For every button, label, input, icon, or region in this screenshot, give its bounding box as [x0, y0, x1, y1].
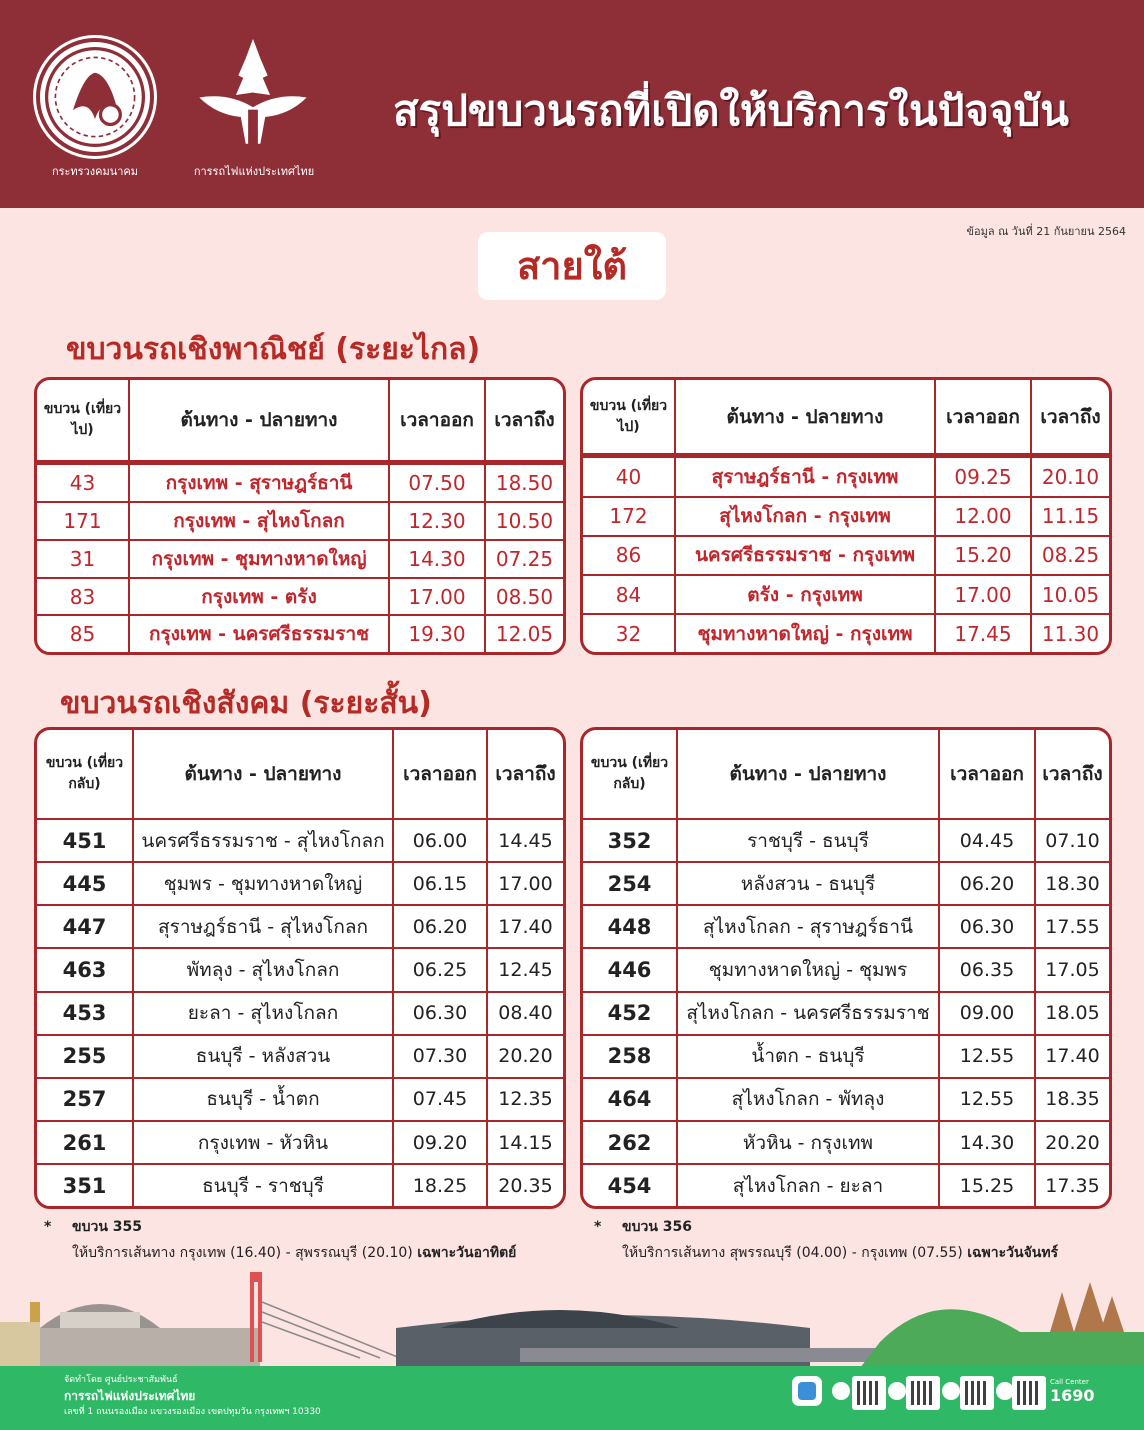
depart-time: 06.25	[393, 948, 487, 991]
table-row	[583, 819, 1109, 862]
train-number: 85	[37, 615, 129, 652]
table-row	[37, 862, 563, 905]
depart-time: 12.30	[389, 502, 485, 540]
col-depart: เวลาออก	[939, 730, 1035, 819]
train-number: 172	[583, 497, 675, 536]
train-number: 451	[37, 819, 133, 862]
depart-time: 12.55	[939, 1035, 1035, 1078]
table-row	[37, 819, 563, 862]
ministry-seal-logo	[36, 38, 154, 156]
table-row	[583, 1078, 1109, 1121]
short-distance-title: ขบวนรถเชิงสังคม (ระยะสั้น)	[60, 686, 432, 721]
train-number: 446	[583, 948, 677, 991]
train-number: 452	[583, 992, 677, 1035]
route: หัวหิน - กรุงเทพ	[677, 1121, 939, 1164]
footer-credit: จัดทำโดย ศูนย์ประชาสัมพันธ์	[64, 1375, 178, 1385]
table-row	[37, 502, 563, 540]
train-number: 258	[583, 1035, 677, 1078]
table-row	[37, 615, 563, 652]
note-emphasis: เฉพาะวันจันทร์	[967, 1245, 1059, 1261]
train-number: 84	[583, 575, 675, 614]
arrive-time: 17.00	[487, 862, 563, 905]
depart-time: 09.20	[393, 1121, 487, 1164]
srt-caption: การรถไฟแห่งประเทศไทย	[193, 165, 315, 178]
table-row	[37, 1164, 563, 1206]
depart-time: 07.30	[393, 1035, 487, 1078]
col-depart: เวลาออก	[393, 730, 487, 819]
route: ธนบุรี - น้ำตก	[133, 1078, 393, 1121]
youtube-icon	[942, 1382, 960, 1400]
route: หลังสวน - ธนบุรี	[677, 862, 939, 905]
arrive-time: 07.10	[1035, 819, 1109, 862]
arrive-time: 20.35	[487, 1164, 563, 1206]
train-number: 448	[583, 905, 677, 948]
arrive-time: 17.35	[1035, 1164, 1109, 1206]
route: ตรัง - กรุงเทพ	[675, 575, 935, 614]
col-route: ต้นทาง - ปลายทาง	[133, 730, 393, 819]
qr-code-youtube[interactable]	[960, 1376, 994, 1410]
depart-time: 07.45	[393, 1078, 487, 1121]
srt-app-icon[interactable]	[792, 1376, 822, 1406]
route: พัทลุง - สุไหงโกลก	[133, 948, 393, 991]
train-number: 453	[37, 992, 133, 1035]
route: สุไหงโกลก - ยะลา	[677, 1164, 939, 1206]
col-depart: เวลาออก	[935, 380, 1031, 456]
depart-time: 17.00	[935, 575, 1031, 614]
route: สุไหงโกลก - สุราษฎร์ธานี	[677, 905, 939, 948]
arrive-time: 18.05	[1035, 992, 1109, 1035]
col-depart: เวลาออก	[389, 380, 485, 463]
arrive-time: 08.50	[485, 578, 563, 616]
arrive-time: 18.35	[1035, 1078, 1109, 1121]
note-train-355	[44, 1214, 516, 1266]
arrive-time: 11.30	[1031, 614, 1109, 652]
train-number: 83	[37, 578, 129, 616]
col-route: ต้นทาง - ปลายทาง	[675, 380, 935, 456]
arrive-time: 18.50	[485, 463, 563, 503]
qr-code-ttsb[interactable]	[852, 1376, 886, 1410]
depart-time: 17.00	[389, 578, 485, 616]
call-center-number: 1690	[1050, 1386, 1095, 1405]
train-number: 447	[37, 905, 133, 948]
arrive-time: 14.45	[487, 819, 563, 862]
depart-time: 09.25	[935, 456, 1031, 497]
footer-text	[64, 1372, 321, 1420]
train-number: 32	[583, 614, 675, 652]
route: ชุมทางหาดใหญ่ - กรุงเทพ	[675, 614, 935, 652]
table-row	[583, 456, 1109, 497]
region-label: สายใต้	[478, 232, 666, 300]
arrive-time: 20.20	[1035, 1121, 1109, 1164]
arrive-time: 10.50	[485, 502, 563, 540]
col-train: ขบวน (เที่ยวกลับ)	[37, 730, 133, 819]
train-number: 86	[583, 536, 675, 575]
depart-time: 18.25	[393, 1164, 487, 1206]
note-star: *	[44, 1219, 52, 1235]
depart-time: 17.45	[935, 614, 1031, 652]
short-right-rows	[583, 819, 1109, 1206]
train-number: 262	[583, 1121, 677, 1164]
depart-time: 15.20	[935, 536, 1031, 575]
arrive-time: 14.15	[487, 1121, 563, 1164]
col-train: ขบวน (เที่ยวไป)	[583, 380, 675, 456]
call-center	[1050, 1378, 1095, 1405]
table-row	[37, 578, 563, 616]
route: กรุงเทพ - สุราษฎร์ธานี	[129, 463, 389, 503]
depart-time: 06.00	[393, 819, 487, 862]
table-row	[37, 540, 563, 578]
qr-code-line[interactable]	[1012, 1376, 1046, 1410]
route: ราชบุรี - ธนบุรี	[677, 819, 939, 862]
route: ยะลา - สุไหงโกลก	[133, 992, 393, 1035]
col-route: ต้นทาง - ปลายทาง	[129, 380, 389, 463]
arrive-time: 17.05	[1035, 948, 1109, 991]
train-number: 171	[37, 502, 129, 540]
route: กรุงเทพ - หัวหิน	[133, 1121, 393, 1164]
ministry-caption: กระทรวงคมนาคม	[51, 165, 139, 178]
depart-time: 14.30	[939, 1121, 1035, 1164]
route: กรุงเทพ - สุไหงโกลก	[129, 502, 389, 540]
data-date: ข้อมูล ณ วันที่ 21 กันยายน 2564	[966, 225, 1126, 238]
route: กรุงเทพ - ตรัง	[129, 578, 389, 616]
col-route: ต้นทาง - ปลายทาง	[677, 730, 939, 819]
arrive-time: 20.20	[487, 1035, 563, 1078]
route: ชุมทางหาดใหญ่ - ชุมพร	[677, 948, 939, 991]
col-arrive: เวลาถึง	[487, 730, 563, 819]
route: สุไหงโกลก - กรุงเทพ	[675, 497, 935, 536]
arrive-time: 12.05	[485, 615, 563, 652]
landmarks-illustration	[0, 1262, 1144, 1368]
table-row	[37, 905, 563, 948]
table-row	[37, 1035, 563, 1078]
train-number: 255	[37, 1035, 133, 1078]
table-row	[37, 1078, 563, 1121]
depart-time: 12.55	[939, 1078, 1035, 1121]
route: นครศรีธรรมราช - กรุงเทพ	[675, 536, 935, 575]
depart-time: 12.00	[935, 497, 1031, 536]
arrive-time: 08.40	[487, 992, 563, 1035]
note-train-356	[594, 1214, 1058, 1266]
arrive-time: 07.25	[485, 540, 563, 578]
route: ชุมพร - ชุมทางหาดใหญ่	[133, 862, 393, 905]
table-row	[583, 536, 1109, 575]
long-distance-table-return	[580, 377, 1112, 655]
depart-time: 09.00	[939, 992, 1035, 1035]
long-right-rows	[583, 456, 1109, 652]
arrive-time: 12.45	[487, 948, 563, 991]
depart-time: 06.20	[393, 905, 487, 948]
table-row	[583, 614, 1109, 652]
arrive-time: 08.25	[1031, 536, 1109, 575]
train-number: 40	[583, 456, 675, 497]
depart-time: 06.30	[393, 992, 487, 1035]
footer-address: เลขที่ 1 ถนนรองเมือง แขวงรองเมือง เขตปทุมวัน กรุงเทพฯ 10330	[64, 1407, 321, 1417]
table-row	[37, 992, 563, 1035]
facebook-icon	[888, 1382, 906, 1400]
depart-time: 19.30	[389, 615, 485, 652]
depart-time: 07.50	[389, 463, 485, 503]
note-title: ขบวน 356	[622, 1219, 692, 1235]
table-row	[583, 497, 1109, 536]
call-center-label: Call Center	[1050, 1378, 1089, 1386]
note-text: ให้บริการเส้นทาง สุพรรณบุรี (04.00) - กรุงเทพ (07.55)	[622, 1245, 963, 1261]
footer-org: การรถไฟแห่งประเทศไทย	[64, 1389, 196, 1403]
col-arrive: เวลาถึง	[1035, 730, 1109, 819]
route: ธนบุรี - ราชบุรี	[133, 1164, 393, 1206]
page-title: สรุปขบวนรถที่เปิดให้บริการในปัจจุบัน	[393, 86, 1069, 135]
route: สุราษฎร์ธานี - สุไหงโกลก	[133, 905, 393, 948]
train-number: 352	[583, 819, 677, 862]
col-train: ขบวน (เที่ยวไป)	[37, 380, 129, 463]
arrive-time: 12.35	[487, 1078, 563, 1121]
arrive-time: 11.15	[1031, 497, 1109, 536]
srt-logo	[192, 34, 314, 156]
route: สุไหงโกลก - นครศรีธรรมราช	[677, 992, 939, 1035]
long-distance-title: ขบวนรถเชิงพาณิชย์ (ระยะไกล)	[66, 332, 481, 367]
short-left-rows	[37, 819, 563, 1206]
note-text: ให้บริการเส้นทาง กรุงเทพ (16.40) - สุพรรณบุรี (20.10)	[72, 1245, 413, 1261]
table-row	[583, 992, 1109, 1035]
train-number: 257	[37, 1078, 133, 1121]
arrive-time: 20.10	[1031, 456, 1109, 497]
arrive-time: 17.40	[1035, 1035, 1109, 1078]
note-title: ขบวน 355	[72, 1219, 142, 1235]
qr-code-facebook[interactable]	[906, 1376, 940, 1410]
table-row	[583, 575, 1109, 614]
train-number: 445	[37, 862, 133, 905]
table-row	[37, 463, 563, 503]
arrive-time: 18.30	[1035, 862, 1109, 905]
arrive-time: 17.55	[1035, 905, 1109, 948]
train-number: 464	[583, 1078, 677, 1121]
train-number: 254	[583, 862, 677, 905]
depart-time: 06.35	[939, 948, 1035, 991]
route: สุราษฎร์ธานี - กรุงเทพ	[675, 456, 935, 497]
train-number: 463	[37, 948, 133, 991]
col-arrive: เวลาถึง	[485, 380, 563, 463]
depart-time: 04.45	[939, 819, 1035, 862]
arrive-time: 10.05	[1031, 575, 1109, 614]
note-emphasis: เฉพาะวันอาทิตย์	[417, 1245, 517, 1261]
table-row	[583, 1035, 1109, 1078]
table-row	[583, 1164, 1109, 1206]
depart-time: 06.20	[939, 862, 1035, 905]
table-row	[583, 905, 1109, 948]
route: สุไหงโกลก - พัทลุง	[677, 1078, 939, 1121]
train-number: 454	[583, 1164, 677, 1206]
table-row	[37, 1121, 563, 1164]
train-number: 261	[37, 1121, 133, 1164]
route: กรุงเทพ - ชุมทางหาดใหญ่	[129, 540, 389, 578]
depart-time: 15.25	[939, 1164, 1035, 1206]
long-distance-table-outbound	[34, 377, 566, 655]
route: กรุงเทพ - นครศรีธรรมราช	[129, 615, 389, 652]
note-star: *	[594, 1219, 602, 1235]
train-number: 43	[37, 463, 129, 503]
table-row	[583, 862, 1109, 905]
table-row	[37, 948, 563, 991]
train-number: 31	[37, 540, 129, 578]
short-distance-table-right	[580, 727, 1112, 1209]
route: ธนบุรี - หลังสวน	[133, 1035, 393, 1078]
table-row	[583, 948, 1109, 991]
depart-time: 06.15	[393, 862, 487, 905]
train-number: 351	[37, 1164, 133, 1206]
short-distance-table-left	[34, 727, 566, 1209]
ttsb-icon	[832, 1382, 850, 1400]
depart-time: 06.30	[939, 905, 1035, 948]
arrive-time: 17.40	[487, 905, 563, 948]
col-arrive: เวลาถึง	[1031, 380, 1109, 456]
route: นครศรีธรรมราช - สุไหงโกลก	[133, 819, 393, 862]
long-left-rows	[37, 463, 563, 652]
col-train: ขบวน (เที่ยวกลับ)	[583, 730, 677, 819]
table-row	[583, 1121, 1109, 1164]
route: น้ำตก - ธนบุรี	[677, 1035, 939, 1078]
depart-time: 14.30	[389, 540, 485, 578]
